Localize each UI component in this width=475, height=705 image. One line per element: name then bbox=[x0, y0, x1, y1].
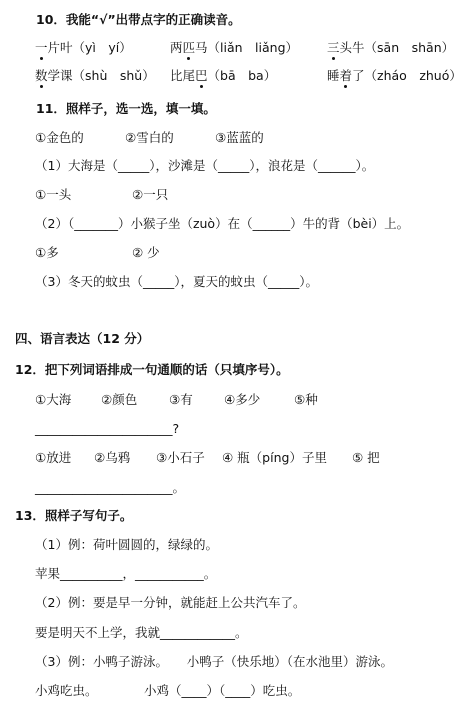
q12-word: ①放进 bbox=[35, 450, 72, 465]
q12-word: ④ 瓶（píng）子里 bbox=[222, 450, 327, 465]
q10-item-suffix: 片叶（yì yí） bbox=[47, 40, 132, 55]
q10-item-suffix: 马（liǎn liǎng） bbox=[195, 40, 299, 55]
q10-dotted-char: 着 bbox=[339, 68, 353, 83]
q11-option: ①一头 bbox=[35, 187, 72, 202]
q10-item-suffix: 了（zháo zhuó） bbox=[352, 68, 462, 83]
q13-answer-3-blank: 小鸡（____）（____）吃虫。 bbox=[144, 683, 301, 698]
q11-sentence-2: （2）（_______）小猴子坐（zuò）在（______）牛的背（bèi）上。 bbox=[35, 216, 410, 231]
q12-title: 12．把下列词语排成一句通顺的话（只填序号）。 bbox=[15, 362, 289, 377]
q13-example-2: （2）例：要是早一分钟，就能赶上公共汽车了。 bbox=[35, 595, 306, 610]
q13-answer-3-plain: 小鸡吃虫。 bbox=[35, 683, 98, 698]
q10-item-suffix: （bā ba） bbox=[207, 68, 277, 83]
q12-answer-blank-2: ______________________。 bbox=[35, 480, 186, 495]
q12-word: ⑤种 bbox=[294, 392, 318, 407]
q10-dotted-char: 三 bbox=[327, 40, 340, 55]
q10-item-suffix: 头牛（sān shān） bbox=[339, 40, 455, 55]
q13-example-1: （1）例：荷叶圆圆的，绿绿的。 bbox=[35, 537, 218, 552]
q11-option: ②一只 bbox=[132, 187, 169, 202]
q10-item bbox=[170, 40, 298, 56]
q10-item bbox=[35, 40, 132, 56]
q10-title: 10．我能“√”出带点字的正确读音。 bbox=[36, 12, 241, 27]
q10-dotted-char: 巴 bbox=[195, 68, 208, 83]
q12-word: ③小石子 bbox=[156, 450, 205, 465]
q12-word: ⑤ 把 bbox=[352, 450, 380, 465]
q13-answer-2: 要是明天不上学，我就____________。 bbox=[35, 625, 248, 640]
q12-word: ④多少 bbox=[224, 392, 261, 407]
q11-option: ②雪白的 bbox=[125, 130, 174, 145]
q11-option: ② 少 bbox=[132, 245, 160, 260]
q10-item-suffix: 学课（shù shǔ） bbox=[47, 68, 155, 83]
q10-dotted-char: 一 bbox=[35, 40, 48, 55]
q10-item-prefix: 两 bbox=[170, 40, 183, 55]
q10-dotted-char: 匹 bbox=[182, 40, 196, 55]
q12-word: ③有 bbox=[169, 392, 193, 407]
q10-item bbox=[327, 68, 462, 84]
q11-option: ①多 bbox=[35, 245, 59, 260]
q10-dotted-char: 数 bbox=[35, 68, 48, 83]
q10-item-prefix: 比尾 bbox=[170, 68, 196, 83]
q11-title: 11．照样子，选一选，填一填。 bbox=[36, 101, 216, 116]
q13-answer-1: 苹果__________，___________。 bbox=[35, 566, 217, 581]
q12-answer-blank-1: ______________________? bbox=[35, 421, 180, 436]
q11-option: ①金色的 bbox=[35, 130, 84, 145]
q13-title: 13．照样子写句子。 bbox=[15, 508, 133, 523]
q11-option: ③蓝蓝的 bbox=[215, 130, 264, 145]
q11-sentence-3: （3）冬天的蚊虫（_____），夏天的蚊虫（_____）。 bbox=[35, 274, 318, 289]
q12-word: ②乌鸦 bbox=[94, 450, 131, 465]
q10-item bbox=[170, 68, 276, 84]
q12-word: ①大海 bbox=[35, 392, 72, 407]
q13-example-3: （3）例：小鸭子游泳。 小鸭子（快乐地）（在水池里）游泳。 bbox=[35, 654, 393, 669]
q10-item bbox=[327, 40, 454, 56]
q10-item bbox=[35, 68, 155, 84]
q10-item-prefix: 睡 bbox=[327, 68, 340, 83]
section-4-heading: 四、语言表达（12 分） bbox=[15, 331, 150, 346]
q12-word: ②颜色 bbox=[101, 392, 138, 407]
q11-sentence-1: （1）大海是（_____），沙滩是（_____），浪花是（______）。 bbox=[35, 158, 375, 173]
